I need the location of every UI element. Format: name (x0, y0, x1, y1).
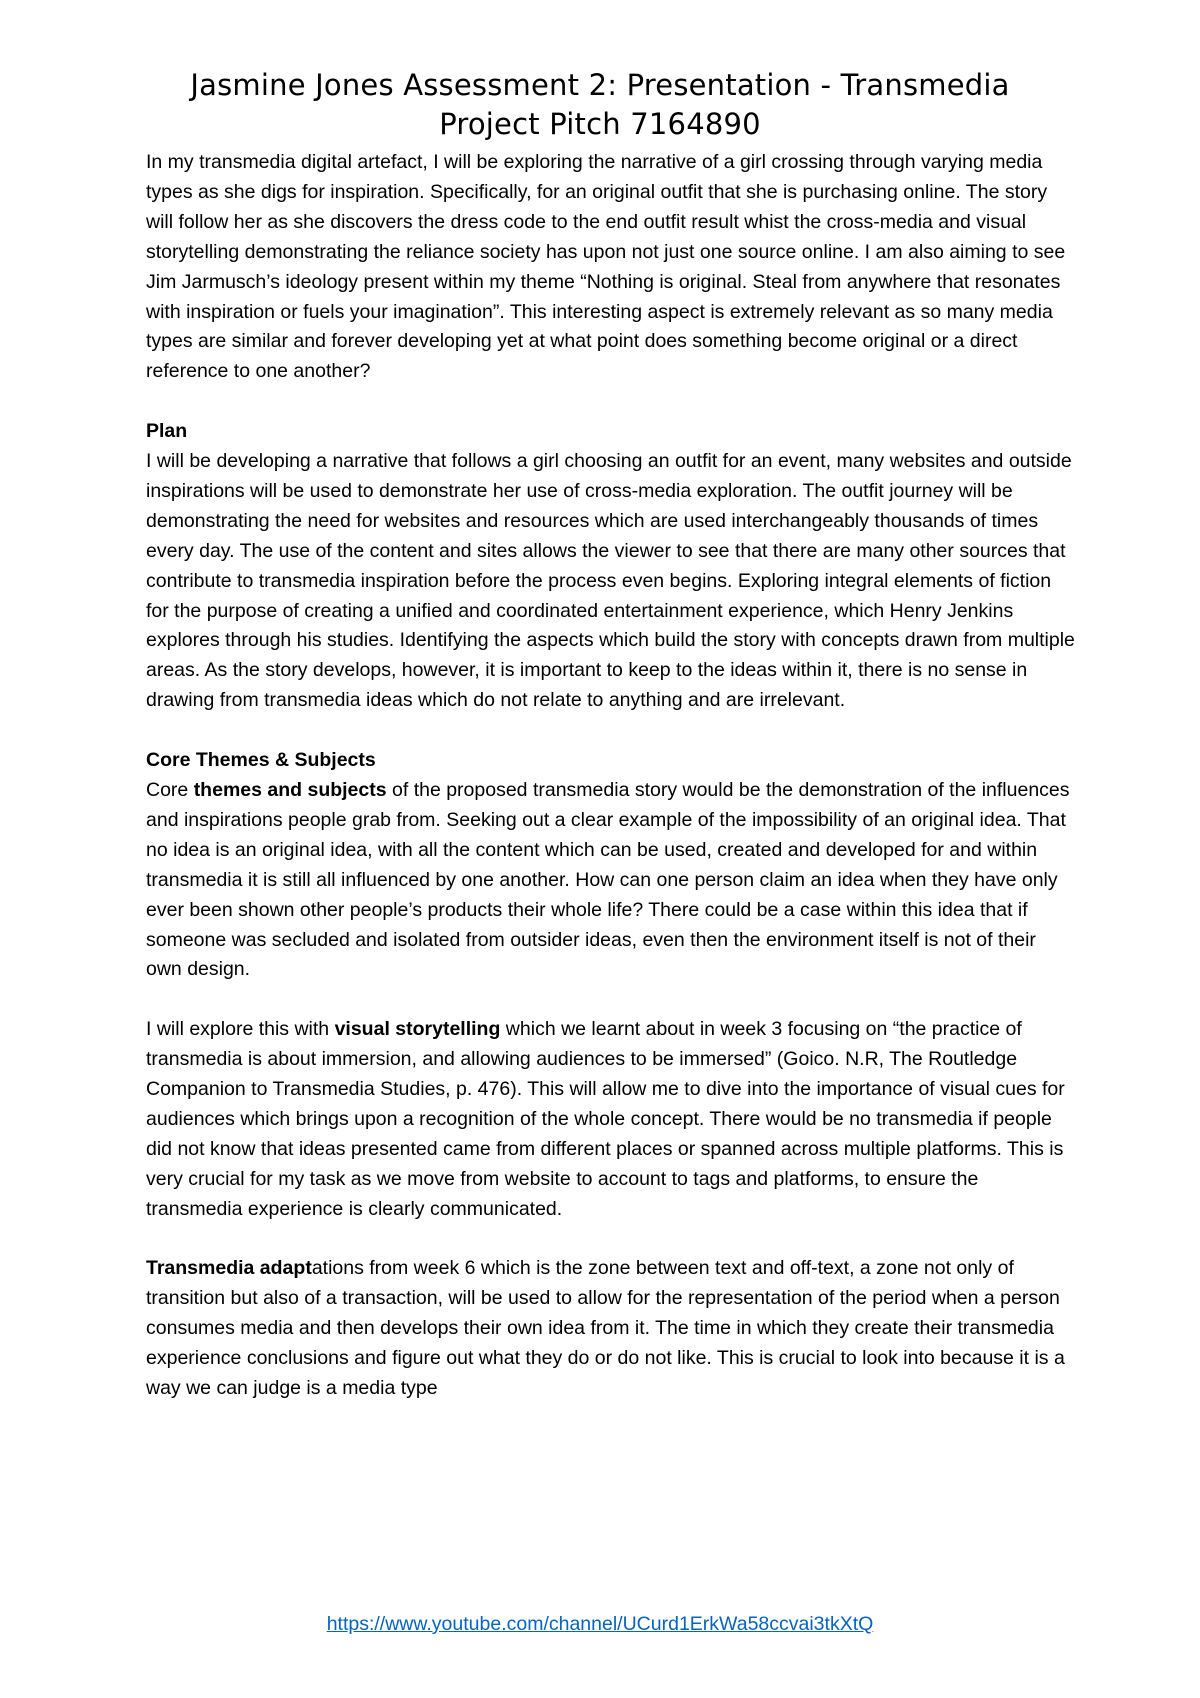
intro-paragraph: In my transmedia digital artefact, I will be exploring the narrative of a girl crossing through varying media types as she digs for inspiration. Specifically, for an original outfit that she is purchasing online. The story will follow her as she discovers the dress code to the end outfit result whist the cross-media and visual storytelling demonstrating the reliance society has upon not just one source online. I am also aiming to see Jim Jarmusch’s ideology present within my theme “Nothing is original. Steal from anywhere that resonates with inspiration or fuels your imagination”. This interesting aspect is extremely relevant as so many media types are similar and forever developing yet at what point does something become original or a direct reference to one another? (146, 151, 1066, 383)
core-themes-paragraph (146, 776, 1076, 985)
core-themes-text-rest: of the proposed transmedia story would be the demonstration of the influences and inspirations people grab from. Seeking out a clear example of the impossibility of an original idea. That no idea is an original idea, with all the content which can be used, created and developed for and within transmedia it is still all influenced by one another. How can one person claim an idea when they have only ever been shown other people’s products their whole life? There could be a case within this idea that if someone was secluded and isolated from outsider ideas, even then the environment itself is not of their own design. (146, 779, 1070, 981)
adaptations-paragraph (146, 1254, 1076, 1404)
core-themes-heading: Core Themes & Subjects (146, 749, 376, 772)
core-themes-text-start: Core (146, 779, 194, 801)
visual-storytelling-text-start: I will explore this with (146, 1018, 335, 1041)
adaptations-bold-phrase: Transmedia adapt (146, 1257, 312, 1280)
paragraph-spacer (146, 716, 1076, 746)
youtube-channel-link[interactable]: https://www.youtube.com/channel/UCurd1ErkWa58ccvai3tkXtQ (326, 1613, 874, 1635)
document-title (120, 66, 1080, 144)
paragraph-spacer (146, 1225, 1076, 1255)
plan-paragraph: I will be developing a narrative that follows a girl choosing an outfit for an event, many websites and outside inspirations will be used to demonstrate her use of cross-media exploration. The outfit journey will be demonstrating the need for websites and resources which are used interchangeably thousands of times every day. The use of the content and sites allows the viewer to see that there are many other sources that contribute to transmedia inspiration before the process even begins. Exploring integral elements of fiction for the purpose of creating a unified and coordinated entertainment experience, which Henry Jenkins explores through his studies. Identifying the aspects which build the story with concepts drawn from multiple areas. As the story develops, however, it is important to keep to the ideas within it, there is no sense in drawing from transmedia ideas which do not relate to anything and are irrelevant. (146, 450, 1075, 712)
title-line-1: Jasmine Jones Assessment 2: Presentation - Transmedia (190, 68, 1010, 102)
document-body (146, 148, 1076, 1404)
adaptations-text-rest: ations from week 6 which is the zone between text and off-text, a zone not only of transition but also of a transaction, will be used to allow for the representation of the period when a person consumes media and then develops their own idea from it. The time in which they create their transmedia experience conclusions and figure out what they do or do not like. This is crucial to look into because it is a way we can judge is a media type (146, 1257, 1065, 1400)
core-themes-bold-phrase: themes and subjects (193, 779, 387, 801)
title-line-2: Project Pitch 7164890 (439, 107, 761, 141)
visual-storytelling-paragraph (146, 1015, 1076, 1224)
visual-storytelling-text-rest: which we learnt about in week 3 focusing on “the practice of transmedia is about immersion, and allowing audiences to be immersed” (Goico. N.R, The Routledge Companion to Transmedia Studies, p. 476). This will allow me to dive into the importance of visual cues for audiences which brings upon a recognition of the whole concept. There would be no transmedia if people did not know that ideas presented came from different places or spanned across multiple platforms. This is very crucial for my task as we move from website to account to tags and platforms, to ensure the transmedia experience is clearly communicated. (146, 1018, 1065, 1220)
visual-storytelling-bold-phrase: visual storytelling (334, 1018, 501, 1041)
paragraph-spacer (146, 387, 1076, 417)
paragraph-spacer (146, 985, 1076, 1015)
plan-heading: Plan (146, 420, 188, 443)
